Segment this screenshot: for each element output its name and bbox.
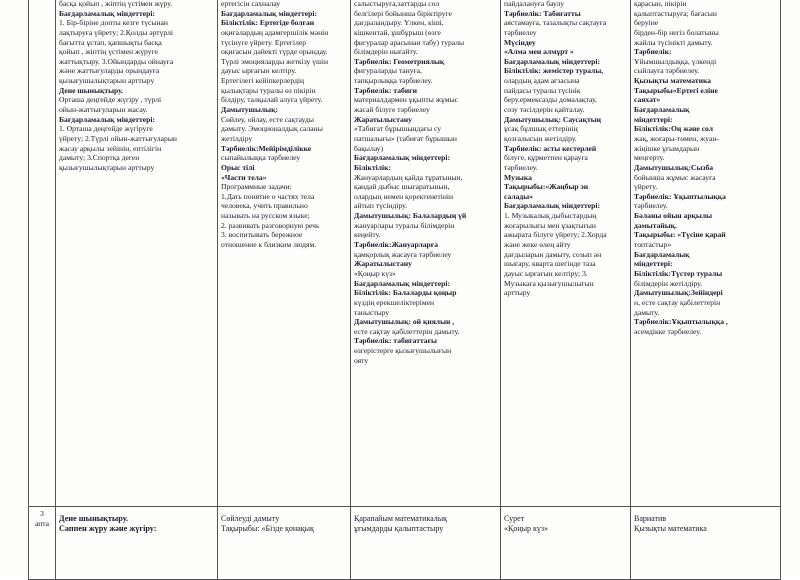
text-line: Музыка [504,172,532,182]
text-line: меңгерту. [634,153,665,163]
text-line: Тәрбиелік: табиғи [354,85,417,95]
text-line: тәрбиелеу [504,27,537,37]
text-line: қалыптастыруға; бағасын [634,8,717,18]
text-line: 1. Музыкалық дыбыстардың [504,211,597,221]
text-line: қарасын, пікірін [634,0,687,8]
text-line: және жаттығуларды орындауға [59,66,160,76]
text-line: Бағдарламалық [634,249,690,259]
text-line: жасай білуге тәрбиелеу [354,105,430,115]
text-line: ояту [354,355,369,365]
text-line: лақтыруға үйрету; 2.Қолды әртүрлі [59,27,173,37]
bottom-cell-1 [56,507,218,580]
text-line: Біліктілік:Түстер туралы [634,268,723,278]
text-line: айтып түсіндіру. [354,201,408,211]
text-line: Біліктілік: [354,162,391,172]
bottom-subtitle-3: ұғымдарды қалыптастыру [354,524,444,534]
bottom-subtitle-1: Саппен жүру және жүгіру: [59,524,157,534]
text-line: түсінуге үйрету. Ертегілер [221,37,307,47]
week-number: 3 [40,509,44,518]
column-3-cell [351,0,501,507]
text-line: 1. Бір-біріне допты кезге түсынан [59,18,168,28]
text-line: олардың немен қоректенетінін [354,191,454,201]
text-line: Бағдарламалық міндеттері: [59,8,156,18]
text-line: ажырата білуге үйрету; 2.Хорда [504,230,607,240]
text-line: ұсақ бұлшық еттерінің [504,124,578,134]
text-line: «Қоңыр күз» [354,268,396,278]
text-line: созу тәсілдерін қайталау. [504,105,585,115]
text-line: Ертегілегі кейіпкерлердің [221,76,305,86]
bottom-title-5: Вариатив [634,514,667,523]
text-line: беру.ермексазды домалақтау, [504,95,597,105]
text-line: қойып , жіптің үстімен жүруге [59,47,158,57]
text-line: дауыс ырғағын келтіру. [221,66,297,76]
text-line: материалдармен ұқыпты жұмыс [354,95,459,105]
bottom-subtitle-2: Тақырыбы: «Бізде қонақық [221,524,314,534]
text-line: Сөйлеу, ойлау, есте сақтауды [221,114,314,124]
text-line: называть на русском языке; [221,211,310,221]
text-line: күздің ерекшеліктерімен [354,297,435,307]
text-line: отношение к близким людям. [221,240,317,250]
text-line: оқиғасын дәйекті түрде орындау. [221,47,328,57]
text-line: бірден-бір негіз болатыны [634,27,719,37]
week-number-cell [29,507,56,580]
text-line: фигураларды тануға, [354,66,422,76]
text-line: дауыс ырғағын келтіру; 3. [504,268,588,278]
text-line: олардың адам ағзасына [504,76,580,86]
text-line: оқиғалардың адамгершілік мәнін [221,27,329,37]
text-line: 1. Орташа деңгейде жүгіруге [59,124,153,134]
text-line: дамыту. [634,307,660,317]
text-line: Ұйымшылдыққа, үлкенді [634,56,717,66]
bottom-cell-2 [218,507,351,580]
text-line: бойынша жұмыс жасауға [634,172,716,182]
text-line: «Алма мен алмұрт » [504,47,574,57]
text-line: жіңішке ұғымдарын [634,143,700,153]
text-line: Дамытушылық:Сызба [634,162,714,172]
text-line: Бағдарламалық міндеттері: [354,278,451,288]
text-line: салады» [504,191,533,201]
text-line: жетілдіру [221,133,253,143]
text-line: білдіру, талқылай алуға үйрету. [221,95,323,105]
text-line: Біліктілік:Оң және сол [634,124,714,134]
table-row [29,0,781,507]
text-line: 3. воспитывать бережное [221,230,303,240]
text-line: жасау арқылы зейінін, ептілігін [59,143,162,153]
text-line: өзгерістерге қызығушылығын [354,346,452,356]
text-line: үйрету; 2.Түрлі ойын-жаттығуларын [59,133,177,143]
text-line: білімдерін жетілдіру. [634,278,703,288]
bottom-cell-4 [501,507,631,580]
text-line: Қызықты математика [634,76,712,86]
text-line: Тәрбиелік: табиғаттағы [354,336,437,346]
text-line: пайдасы туралы түсінік [504,85,581,95]
text-line: Тәрбиелік: Ұқыптылыққа [634,191,726,201]
text-line: Тәрбиелік:Мейірімділікке [221,143,312,153]
text-line: тапқырлыққа тәрбиелеу. [354,76,433,86]
text-line: үйрету. [634,182,658,192]
text-line: топтастыр» [634,240,672,250]
text-line: Бағдарламалық міндеттері: [504,56,601,66]
text-line: Музыкаға қызығушылығын [504,278,594,288]
text-line: Бағдарламалық [634,105,690,115]
text-line: Дамытушылық: [221,105,278,115]
text-line: салыстыруға,заттарды сол [354,0,440,8]
text-line: аястамауға, тазалықты сақтауға [504,18,607,28]
column-1-cell [56,0,218,507]
text-line: есте сақтау қабілеттерін дамыту. [354,326,460,336]
text-line: Тәрбиелік: Геометриялық [354,56,445,66]
text-line: шығару, кварта шегінде таза [504,259,596,269]
text-line: Жаратылыстану [354,259,412,269]
text-line: фигуралар арасынан табу) туралы [354,37,465,47]
text-line: кішкентай, ұшбұрыш (өзге [354,27,441,37]
text-line: ойын-жаттығуларын жасау. [59,105,148,115]
bottom-subtitle-5: Қызықты математика [634,524,707,534]
text-line: «Части тела» [221,172,267,182]
text-line: білімдерін нығайту. [354,47,418,57]
text-line: Тәрбиелік:Жануарларға [354,240,439,250]
text-line: Бағдарламалық міндеттері: [504,201,601,211]
text-line: тәрбиелеу. [634,201,668,211]
text-line: міндеттері: [634,259,673,269]
text-line: дағдыландыру. Үлкен, кіші, [354,18,444,28]
text-line: Дене шынықтыру. [59,85,124,95]
text-line: дамыту. Эмоционалдық саланы [221,124,323,134]
text-line: Тәрбиелік: Табиғатты [504,8,581,18]
bottom-cell-5 [631,507,781,580]
bottom-cell-3 [351,507,501,580]
text-line: Дамытушылық:Зейіндері [634,288,723,298]
text-line: жануарлары туралы білімдерін [354,220,455,230]
text-line: бақылау) [354,143,384,153]
text-line: Түрлі эмоцияларды жеткізу үшін [221,56,329,66]
text-line: қызығушылықтарын арттыру [59,162,155,172]
text-line: н, есте сақтау қабілеттерін [634,297,721,307]
text-line: жаттықтыру. 3.Ойындарды ойнауға [59,56,174,66]
text-line: Бағдарламалық міндеттері: [59,114,156,124]
text-line: «Табиғат бұрышындағы су [354,124,442,134]
text-line: дағдыларын дамыту, созып ән [504,249,602,259]
text-line: Тақырыбы: «Түсіне қарай [634,230,726,240]
text-line: Программные задачи: [221,182,292,192]
text-line: Жануарлардың қайда тұратынын, [354,172,463,182]
text-line: Бағдарламалық міндеттері: [221,8,318,18]
column-5-cell [631,0,781,507]
text-line: 1.Дать понятие о частях тела [221,191,315,201]
text-line: Біліктілік: Ертегіде болған [221,18,315,28]
text-line: дамыту; 3.Спортқа деген [59,153,140,163]
text-line: тәрбиелеу. [504,162,538,172]
text-line: Тәрбиелік:Ұқыптылыққа , [634,317,728,327]
text-line: человека, учить правильно [221,201,308,211]
text-line: ертегісін сахналау [221,0,281,8]
text-line: міндеттері: [634,114,673,124]
text-line: Орташа деңгейде жүгіру , түрлі [59,95,162,105]
text-line: Дамытушылық: Балалардың үй [354,211,467,221]
text-line: Орыс тілі [221,162,255,172]
text-line: қызығушылықтарын арттыру [59,76,155,86]
text-line: арттыру [504,288,531,298]
text-line: жайлы түсінікті дамыту. [634,37,713,47]
text-line: Тәрбиелік: асты кестерлей [504,143,597,153]
text-line: әсемдікке тәрбиелеу. [634,326,702,336]
text-line: Жаратылыстану [354,114,412,124]
text-line: жәнe жеке өлең айту [504,240,571,250]
text-line: кеңейту. [354,230,381,240]
text-line: қамқорлық жасауға тәрбиелеу [354,249,452,259]
text-line: білуге, құрметпен қарауға [504,153,588,163]
bottom-title-3: Қарапайым математикалық [354,514,448,523]
text-line: сыпайылыққа тәрбиелеу [221,153,301,163]
bottom-subtitle-4: «Қоңыр күз» [504,524,549,534]
text-line: дамытайық. [634,220,677,230]
text-line: Біліктілік: Балаларды қоңыр [354,288,457,298]
text-line: Бағдарламалық міндеттері: [354,153,451,163]
text-line: Біліктілік: жемістер туралы, [504,66,604,76]
text-line: Баланы ойын арқылы [634,211,713,221]
column-4-cell [501,0,631,507]
text-line: Мүсіндеу [504,37,536,47]
text-line: бағытта ұстап, қапшықты басқа [59,37,162,47]
text-line: Дамытушылық: Саусақтың [504,114,602,124]
bottom-title-1: Дене шынықтыру. [59,514,129,523]
text-line: Тақырыбы«Ертегі еліне [634,85,718,95]
text-line: таныстыру [354,307,390,317]
text-line: беруіне [634,18,659,28]
column-2-cell [218,0,351,507]
text-line: басқа қойып , жіптің үстімен жүру. [59,0,173,8]
text-line: жоғарылығы мен ұзақтығын [504,220,596,230]
text-line: белгілері бойынша біріктіруге [354,8,452,18]
text-line: Дамытушылық: ой қиялын , [354,317,455,327]
week-cell-empty [29,0,56,507]
text-line: пайдалануға баулу [504,0,565,8]
bottom-title-4: Сурет [504,514,525,523]
text-line: қандай дыбыс шығаратынын, [354,182,450,192]
table-row [29,507,781,580]
text-line: сыйлауға тәрбиелеу. [634,66,700,76]
bottom-title-2: Сөйлеуді дамыту [221,514,280,523]
text-line: қозғалысын жетілдіру. [504,133,577,143]
text-line: 2. развивать разговорную речь [221,220,320,230]
text-line: Тәрбиелік: [634,47,672,57]
text-line: патшалығы» (табиғат бұрышын [354,133,457,143]
text-line: жақ, жоғары-төмен, жуан- [634,133,719,143]
text-line: Тақырыбы:«Жаңбыр эн [504,182,589,192]
week-label: апта [34,518,50,528]
text-line: қылықтары туралы өз пікірін [221,85,316,95]
text-line: саяхат» [634,95,661,105]
lesson-plan-table [28,0,781,580]
